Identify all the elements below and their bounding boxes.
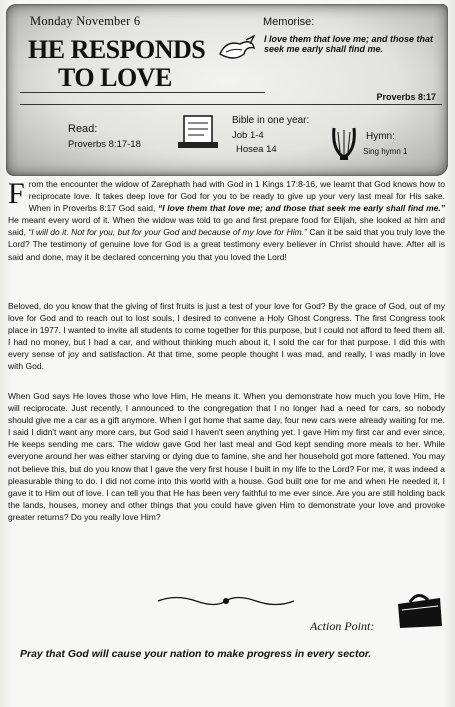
title-line-2: TO LOVE (58, 63, 172, 92)
drop-cap: F (8, 177, 25, 210)
ornament-divider (156, 594, 296, 608)
hymn-reference: Sing hymn 1 (363, 147, 408, 156)
action-point-label: Action Point: (310, 619, 375, 633)
toolbox-icon (392, 590, 446, 630)
bible-in-one-year-label: Bible in one year: (232, 115, 310, 126)
paragraph-2: Beloved, do you know that the giving of first fruits is just a test of your love for God? By the grace of God, out of my love for God and to reach out to lost souls, I desired to convene a Holy Ghost Congress. The first Congress took place in 1977. I wanted to invite all students to come together for this purpose, but I could not afford to feed them all. I had no money, but I had a car, and without thinking much about it, I sold the car for that purpose. I did this with every sense of joy and satisfaction. At that time, some people thought I was mad, and really, I was madly in love with God. (8, 301, 445, 372)
scroll-icon (216, 34, 258, 66)
title-divider (20, 92, 265, 93)
paragraph-1-text-b: He meant every word of it. When the widow was told to go and first prepare food for Elijah, she looked at him and said, (8, 215, 445, 238)
hymn-label: Hymn: (366, 131, 395, 142)
paragraph-3: When God says He loves those who love Him, He means it. When you demonstrate how much you love Him, He will reciprocate. Just recently, I announced to the congregation that I no longer had a need for cars, so nobody should give me a car as a gift anymore. When I got home that same day, four new cars were already waiting for me. I said I didn't want any more cars, but God said I haven't seen anything yet. I gave Him my first car and ever since, He keeps sending me cars. The widow gave God her last meal and God kept sending more meals to her. While everyone around her was either starving or dying due to famine, she and her household got more fattened. You may not believe this, but do you know that I gave the very first house I built in my life to the Lord? For me, it was indeed a pleasurable thing to do. I did not come into this world with a house. God built one for me and when He needed it, I gave it to Him out of love. I can tell you that He has been very faithful to me ever since. Are you are still holding back the lands, houses, money and other things that you could have given Him to demonstrate your love and provoke greater returns? Do you really love Him? (8, 391, 445, 522)
read-label: Read: (68, 123, 98, 135)
memory-verse-quote: “I love them that love me; and those that seek me early shall find me.” (158, 203, 445, 214)
tablet-icon (174, 112, 222, 152)
header-parchment (6, 4, 448, 176)
memorise-text: I love them that love me; and those that seek me early shall find me. (264, 34, 434, 54)
date: Monday November 6 (30, 14, 141, 28)
widow-quote: “I will do it. Not for you, but for your God and because of my love for Him.” (28, 227, 307, 238)
title-line-1: HE RESPONDS (28, 35, 206, 64)
page-title (28, 36, 205, 92)
memorise-reference: Proverbs 8:17 (376, 92, 436, 102)
read-reference: Proverbs 8:17-18 (68, 139, 141, 150)
harp-icon (328, 124, 360, 162)
paragraph-1-text-c: Can it be said that you truly love the Lord? The testimony of genuine love for God is a great testimony every believer in Christ should have. After all is said and done, may it be declared concerning you that you loved the Lord! (8, 227, 445, 262)
bible-reference-1: Job 1-4 (232, 130, 264, 141)
paragraph-1-text-a: rom the encounter the widow of Zarephath had with God in 1 Kings 17:8-16, we learnt that God knows how to reciprocate love. It takes deep love for God for you to be ready to give up your very last meal for His sake. When in Proverbs 8:17 God said, (28, 179, 445, 214)
action-point-text: Pray that God will cause your nation to make progress in every sector. (20, 648, 372, 660)
paragraph-1 (8, 178, 445, 263)
bible-reference-2: Hosea 14 (236, 144, 277, 155)
memorise-label: Memorise: (263, 16, 315, 28)
